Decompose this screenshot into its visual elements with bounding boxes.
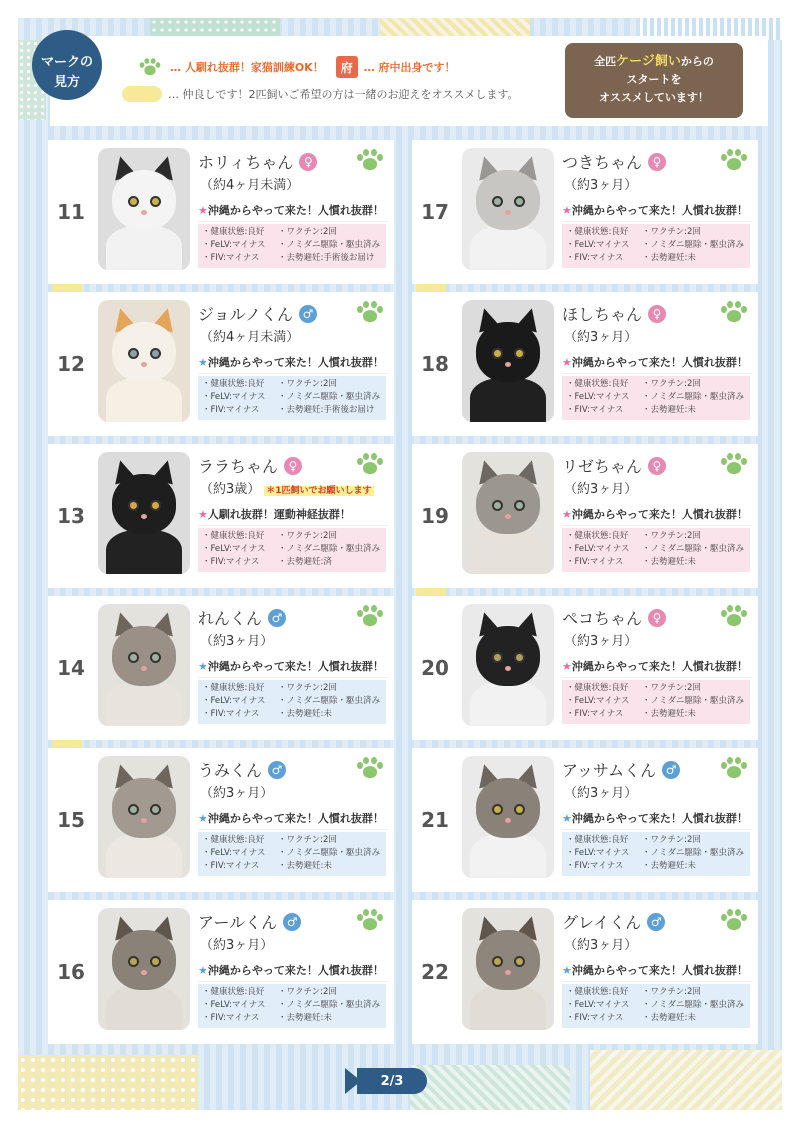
cat-feature: ★人馴れ抜群！運動神経抜群！ [198,506,388,526]
cat-age: （約3ヶ月） [564,178,638,193]
cat-age: （約3ヶ月） [564,330,638,345]
star-icon: ★ [198,356,208,369]
paw-icon [356,604,384,632]
paw-icon [356,908,384,936]
cage-notice: 全匹ケージ飼いからの スタートを オススメしています！ [565,43,743,118]
cat-feature: ★沖縄からやって来た！人慣れ抜群！ [562,202,752,222]
cat-feature: ★沖縄からやって来た！人慣れ抜群！ [198,354,388,374]
cat-age: （約3歳） [200,482,261,497]
cat-photo [462,300,554,422]
cat-card [48,596,394,740]
cat-name: アッサムくん [562,761,657,780]
paw-icon [356,756,384,784]
cat-photo [462,148,554,270]
legend-pair-label: … 仲良しです！2匹飼いご希望の方は一緒のお迎えをオススメします。 [168,88,519,101]
cat-card [412,444,758,588]
cat-name: うみくん [198,761,263,780]
male-icon: ♂ [299,305,317,323]
cat-number: 12 [57,352,85,376]
paw-icon [720,300,748,328]
cat-number: 21 [421,808,449,832]
male-icon: ♂ [662,761,680,779]
cat-age: （約3ヶ月） [564,634,638,649]
cat-name: グレイくん [562,913,642,932]
cat-health-info: ・健康状態:良好 ・ワクチン:2回 ・FeLV:マイナス ・ノミダニ駆除・駆虫済み ・FIV:マイナス ・去勢避妊:手術後お届け [198,224,386,268]
star-icon: ★ [562,812,572,825]
cat-card [412,292,758,436]
cat-photo [462,908,554,1030]
cat-age: （約3ヶ月） [200,786,274,801]
cat-photo [98,756,190,878]
male-icon: ♂ [268,761,286,779]
cat-card [48,444,394,588]
cat-name-row [198,302,317,325]
cat-name-row [562,606,666,629]
star-icon: ★ [562,204,572,217]
cat-name-row [198,454,302,477]
cat-number: 14 [57,656,85,680]
cat-age: （約3ヶ月） [564,938,638,953]
cat-feature: ★沖縄からやって来た！人慣れ抜群！ [198,962,388,982]
cat-age: （約3ヶ月） [564,786,638,801]
cat-name-row [198,910,301,933]
legend-row-paw [136,55,456,79]
cat-name-row [562,454,666,477]
cat-age-row [200,326,299,345]
cat-photo [98,300,190,422]
cat-card [412,900,758,1044]
paw-icon [356,148,384,176]
cat-feature: ★沖縄からやって来た！人慣れ抜群！ [198,202,388,222]
male-icon: ♂ [268,609,286,627]
cat-name-row [562,910,665,933]
legend-badge: マークの 見方 [32,30,102,100]
cat-name-row [562,758,680,781]
cat-age-row [200,934,273,953]
paw-icon [720,756,748,784]
cat-name: リゼちゃん [562,457,642,476]
cat-health-info: ・健康状態:良好 ・ワクチン:2回 ・FeLV:マイナス ・ノミダニ駆除・駆虫済み ・FIV:マイナス ・去勢避妊:済 [198,528,386,572]
cat-photo [462,452,554,574]
paw-icon [356,300,384,328]
cat-name-row [562,302,666,325]
cat-number: 17 [421,200,449,224]
legend-row-pair [122,86,519,102]
cat-number: 16 [57,960,85,984]
male-icon: ♂ [283,913,301,931]
cat-health-info: ・健康状態:良好 ・ワクチン:2回 ・FeLV:マイナス ・ノミダニ駆除・駆虫済み ・FIV:マイナス ・去勢避妊:未 [562,376,750,420]
cat-age-row [564,478,637,497]
cat-number: 20 [421,656,449,680]
paw-icon [720,452,748,480]
cat-age-note: ＊1匹飼いでお願いします [266,486,372,496]
cat-card [48,748,394,892]
cat-number: 18 [421,352,449,376]
cat-photo [98,452,190,574]
cat-feature: ★沖縄からやって来た！人慣れ抜群！ [198,658,388,678]
paw-icon [356,452,384,480]
star-icon: ★ [562,964,572,977]
cat-photo [462,604,554,726]
cat-card [48,292,394,436]
cat-age: （約4ヶ月未満） [200,330,300,345]
cat-photo [98,908,190,1030]
cat-name-row [198,150,317,173]
female-icon: ♀ [284,457,302,475]
cat-age-row [564,326,637,345]
cat-age: （約3ヶ月） [564,482,638,497]
cat-age-row [564,630,637,649]
star-icon: ★ [198,812,208,825]
legend-fu-label: … 府中出身です！ [363,61,456,74]
cat-name: つきちゃん [562,153,643,172]
star-icon: ★ [562,356,572,369]
cat-name: ララちゃん [198,457,279,476]
star-icon: ★ [198,204,208,217]
cat-photo [98,604,190,726]
cat-name: ホリィちゃん [198,153,294,172]
paw-icon [720,604,748,632]
cat-age-row [200,782,273,801]
male-icon: ♂ [647,913,665,931]
cat-feature: ★沖縄からやって来た！人慣れ抜群！ [562,354,752,374]
cat-age-row [200,630,273,649]
cat-photo [462,756,554,878]
star-icon: ★ [562,660,572,673]
cat-age-row [200,478,374,497]
cat-feature: ★沖縄からやって来た！人慣れ抜群！ [198,810,388,830]
cat-number: 19 [421,504,449,528]
fuchu-badge-icon: 府 [336,56,358,78]
cat-health-info: ・健康状態:良好 ・ワクチン:2回 ・FeLV:マイナス ・ノミダニ駆除・駆虫済み ・FIV:マイナス ・去勢避妊:手術後お届け [198,376,386,420]
cat-name: ペコちゃん [562,609,643,628]
cat-age: （約3ヶ月） [200,634,274,649]
cat-name: ほしちゃん [562,305,643,324]
decor-tape [590,1050,782,1110]
decor-tape [18,1055,198,1110]
cat-card [412,596,758,740]
cat-health-info: ・健康状態:良好 ・ワクチン:2回 ・FeLV:マイナス ・ノミダニ駆除・駆虫済み ・FIV:マイナス ・去勢避妊:未 [198,680,386,724]
star-icon: ★ [198,508,208,521]
star-icon: ★ [562,508,572,521]
female-icon: ♀ [648,153,666,171]
cat-health-info: ・健康状態:良好 ・ワクチン:2回 ・FeLV:マイナス ・ノミダニ駆除・駆虫済み ・FIV:マイナス ・去勢避妊:未 [562,680,750,724]
cat-number: 13 [57,504,85,528]
cat-health-info: ・健康状態:良好 ・ワクチン:2回 ・FeLV:マイナス ・ノミダニ駆除・駆虫済み ・FIV:マイナス ・去勢避妊:未 [562,832,750,876]
female-icon: ♀ [648,305,666,323]
cat-photo [98,148,190,270]
cat-age: （約4ヶ月未満） [200,178,300,193]
cat-feature: ★沖縄からやって来た！人慣れ抜群！ [562,810,752,830]
cat-name: れんくん [198,609,263,628]
female-icon: ♀ [648,457,666,475]
paw-icon [720,908,748,936]
cat-age-row [564,934,637,953]
page-indicator: 2/3 [345,1068,445,1094]
cat-card [412,140,758,284]
cat-number: 15 [57,808,85,832]
cat-name-row [562,150,666,173]
legend-paw-label: … 人馴れ抜群！家猫訓練OK！ [170,61,324,74]
cat-age-row [200,174,299,193]
cat-name-row [198,606,286,629]
cat-health-info: ・健康状態:良好 ・ワクチン:2回 ・FeLV:マイナス ・ノミダニ駆除・駆虫済み ・FIV:マイナス ・去勢避妊:未 [562,528,750,572]
cat-feature: ★沖縄からやって来た！人慣れ抜群！ [562,658,752,678]
pair-marker-icon [122,86,162,102]
cat-health-info: ・健康状態:良好 ・ワクチン:2回 ・FeLV:マイナス ・ノミダニ駆除・駆虫済み ・FIV:マイナス ・去勢避妊:未 [562,984,750,1028]
cat-card [48,900,394,1044]
female-icon: ♀ [299,153,317,171]
cat-card [48,140,394,284]
star-icon: ★ [198,660,208,673]
cat-health-info: ・健康状態:良好 ・ワクチン:2回 ・FeLV:マイナス ・ノミダニ駆除・駆虫済み ・FIV:マイナス ・去勢避妊:未 [198,832,386,876]
paw-icon [720,148,748,176]
cat-name: アールくん [198,913,278,932]
cat-age-row [564,782,637,801]
cat-name: ジョルノくん [198,305,294,324]
paw-icon [139,57,161,76]
cat-feature: ★沖縄からやって来た！人慣れ抜群！ [562,506,752,526]
cat-health-info: ・健康状態:良好 ・ワクチン:2回 ・FeLV:マイナス ・ノミダニ駆除・駆虫済み ・FIV:マイナス ・去勢避妊:未 [198,984,386,1028]
star-icon: ★ [198,964,208,977]
cat-age-row [564,174,637,193]
cat-health-info: ・健康状態:良好 ・ワクチン:2回 ・FeLV:マイナス ・ノミダニ駆除・駆虫済み ・FIV:マイナス ・去勢避妊:未 [562,224,750,268]
cat-number: 22 [421,960,449,984]
cat-card [412,748,758,892]
cat-name-row [198,758,286,781]
cat-age: （約3ヶ月） [200,938,274,953]
female-icon: ♀ [648,609,666,627]
cat-feature: ★沖縄からやって来た！人慣れ抜群！ [562,962,752,982]
cat-number: 11 [57,200,85,224]
